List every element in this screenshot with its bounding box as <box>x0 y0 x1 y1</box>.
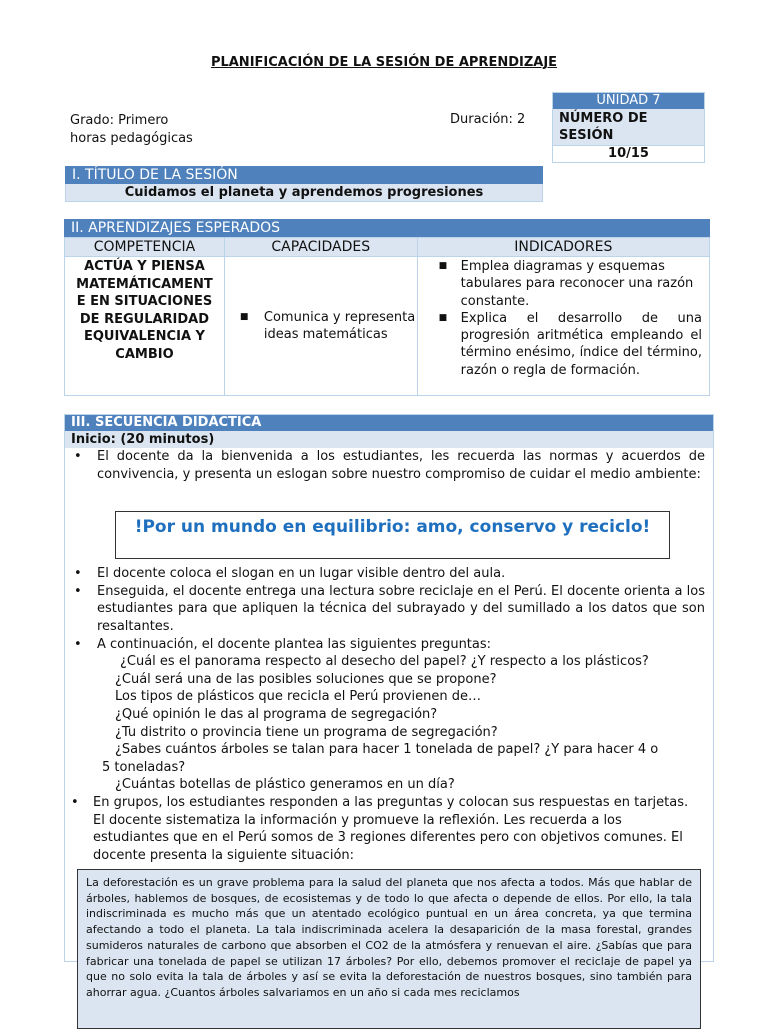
numero-sesion-label: NÚMERO DE SESIÓN <box>553 109 704 145</box>
inicio-label: Inicio: (20 minutos) <box>65 431 713 448</box>
unit-box <box>552 92 705 163</box>
competencia-line: DE REGULARIDAD <box>79 311 210 327</box>
bullet-icon: • <box>74 583 82 599</box>
square-bullet-icon: ■ <box>438 312 448 323</box>
square-bullet-icon: ■ <box>438 261 448 271</box>
list-item <box>65 583 713 636</box>
column-header-capacidades: CAPACIDADES <box>224 238 417 257</box>
unidad-label: UNIDAD 7 <box>553 93 704 109</box>
slogan-box <box>115 511 670 559</box>
competencia-line: MATEMÁTICAMENT <box>76 276 213 292</box>
capacidades-cell <box>224 257 417 396</box>
section-aprendizajes-heading: II. APRENDIZAJES ESPERADOS <box>64 219 710 237</box>
numero-sesion-value: 10/15 <box>553 145 704 162</box>
competencia-cell <box>65 257 225 396</box>
list-item <box>65 565 713 583</box>
bullet-text: A continuación, el docente plantea las siguientes preguntas: <box>97 636 492 652</box>
bullet-icon: • <box>74 636 82 652</box>
competencia-line: E EN SITUACIONES <box>76 294 213 309</box>
situacion-text: La deforestación es un grave problema para la salud del planeta que nos afecta a todos. Más que hablar de árboles, hablemos de bosques, de ecosistemas y de todo lo que afecta o depende de ellos. Por ello, la tala indiscriminada es mucho más que un atentado ecológico puntual en un área concreta, ya que termina afectando a todo el planeta. La tala indiscriminada acelera la desaparición de la masa forestal, grandes sumideros naturales de carbono que absorben el CO2 de la atmósfera y renuevan el aire. ¿Sabías que para fabricar una tonelada de papel se utilizan 17 árboles? Por ello, debemos promover el reciclaje de papel ya que no solo evita la tala de árboles y así se evita la deforestación de nuestros bosques, sino también para ahorrar agua. ¿Cuantos árboles salvariamos en un año si cada mes reciclamos <box>86 876 692 999</box>
section-titulo-heading: I. TÍTULO DE LA SESIÓN <box>65 166 543 184</box>
column-header-competencia: COMPETENCIA <box>65 238 225 257</box>
indicador-text: Explica el desarrollo de una progresión aritmética empleando el término enésimo, índice del término, razón o regla de formación. <box>460 310 702 378</box>
bullet-text: El docente coloca el slogan en un lugar visible dentro del aula. <box>97 566 506 582</box>
grado-block <box>70 112 193 148</box>
list-item <box>65 636 713 654</box>
bullet-icon: • <box>74 566 82 582</box>
question: ¿Cuántas botellas de plástico generamos en un día? <box>115 777 455 793</box>
bullet-icon: • <box>74 449 82 464</box>
question: ¿Qué opinión le das al programa de segregación? <box>115 706 438 722</box>
question: 5 toneladas? <box>102 759 186 775</box>
competencia-line: ACTÚA Y PIENSA <box>84 259 205 274</box>
section-aprendizajes <box>64 219 710 396</box>
question: Los tipos de plásticos que recicla el Perú provienen de… <box>115 689 481 705</box>
column-header-indicadores: INDICADORES <box>417 238 709 257</box>
bullet-text: El docente da la bienvenida a los estudiantes, les recuerda las normas y acuerdos de convivencia, y presenta un eslogan sobre nuestro compromiso de cuidar el medio ambiente: <box>97 449 705 482</box>
question: ¿Cuál será una de las posibles soluciones que se propone? <box>115 671 497 687</box>
capacidad-text: Comunica y representa ideas matemáticas <box>263 309 416 342</box>
situacion-textbox <box>77 869 701 1029</box>
aprendizajes-table <box>64 237 710 396</box>
square-bullet-icon: ■ <box>239 311 249 322</box>
list-item <box>65 794 713 864</box>
competencia-line: CAMBIO <box>115 346 174 362</box>
indicador-item <box>419 310 708 379</box>
question: ¿Sabes cuántos árboles se talan para hacer 1 tonelada de papel? ¿Y para hacer 4 o <box>115 742 659 758</box>
bullet-icon: • <box>71 794 79 810</box>
indicadores-cell <box>417 257 709 396</box>
list-item <box>65 448 713 483</box>
horas-text: horas pedagógicas <box>70 131 193 146</box>
section-secuencia-heading: III. SECUENCIA DIDÁCTICA <box>65 415 713 431</box>
indicador-text: Emplea diagramas y esquemas tabulares para reconocer una razón constante. <box>460 259 694 309</box>
bullet-text: Enseguida, el docente entrega una lectura sobre reciclaje en el Perú. El docente orienta a los estudiantes para que apliquen la técnica del subrayado y del sumillado a los datos que son resaltantes. <box>97 583 705 634</box>
indicador-item <box>419 258 708 310</box>
competencia-line: EQUIVALENCIA Y <box>83 329 205 344</box>
document-title: PLANIFICACIÓN DE LA SESIÓN DE APRENDIZAJE <box>210 55 558 70</box>
grado-text: Grado: Primero <box>70 113 169 128</box>
capacidad-item <box>226 309 416 344</box>
bullet-text: En grupos, los estudiantes responden a las preguntas y colocan sus respuestas en tarjetas. El docente sistematiza la información y promueve la reflexión. Les recuerda a los estudiantes que en el Perú somos de 3 regiones diferentes pero con objetivos comunes. El docente presenta la siguiente situación: <box>93 794 689 863</box>
question: ¿Cuál es el panorama respecto al desecho del papel? ¿Y respecto a los plásticos? <box>120 654 649 670</box>
slogan-text: !Por un mundo en equilibrio: amo, conservo y reciclo! <box>134 517 651 537</box>
section-titulo <box>65 166 543 202</box>
question: ¿Tu distrito o provincia tiene un programa de segregación? <box>115 724 498 740</box>
session-title: Cuidamos el planeta y aprendemos progresiones <box>65 184 543 202</box>
duracion-text: Duración: 2 <box>450 112 526 127</box>
